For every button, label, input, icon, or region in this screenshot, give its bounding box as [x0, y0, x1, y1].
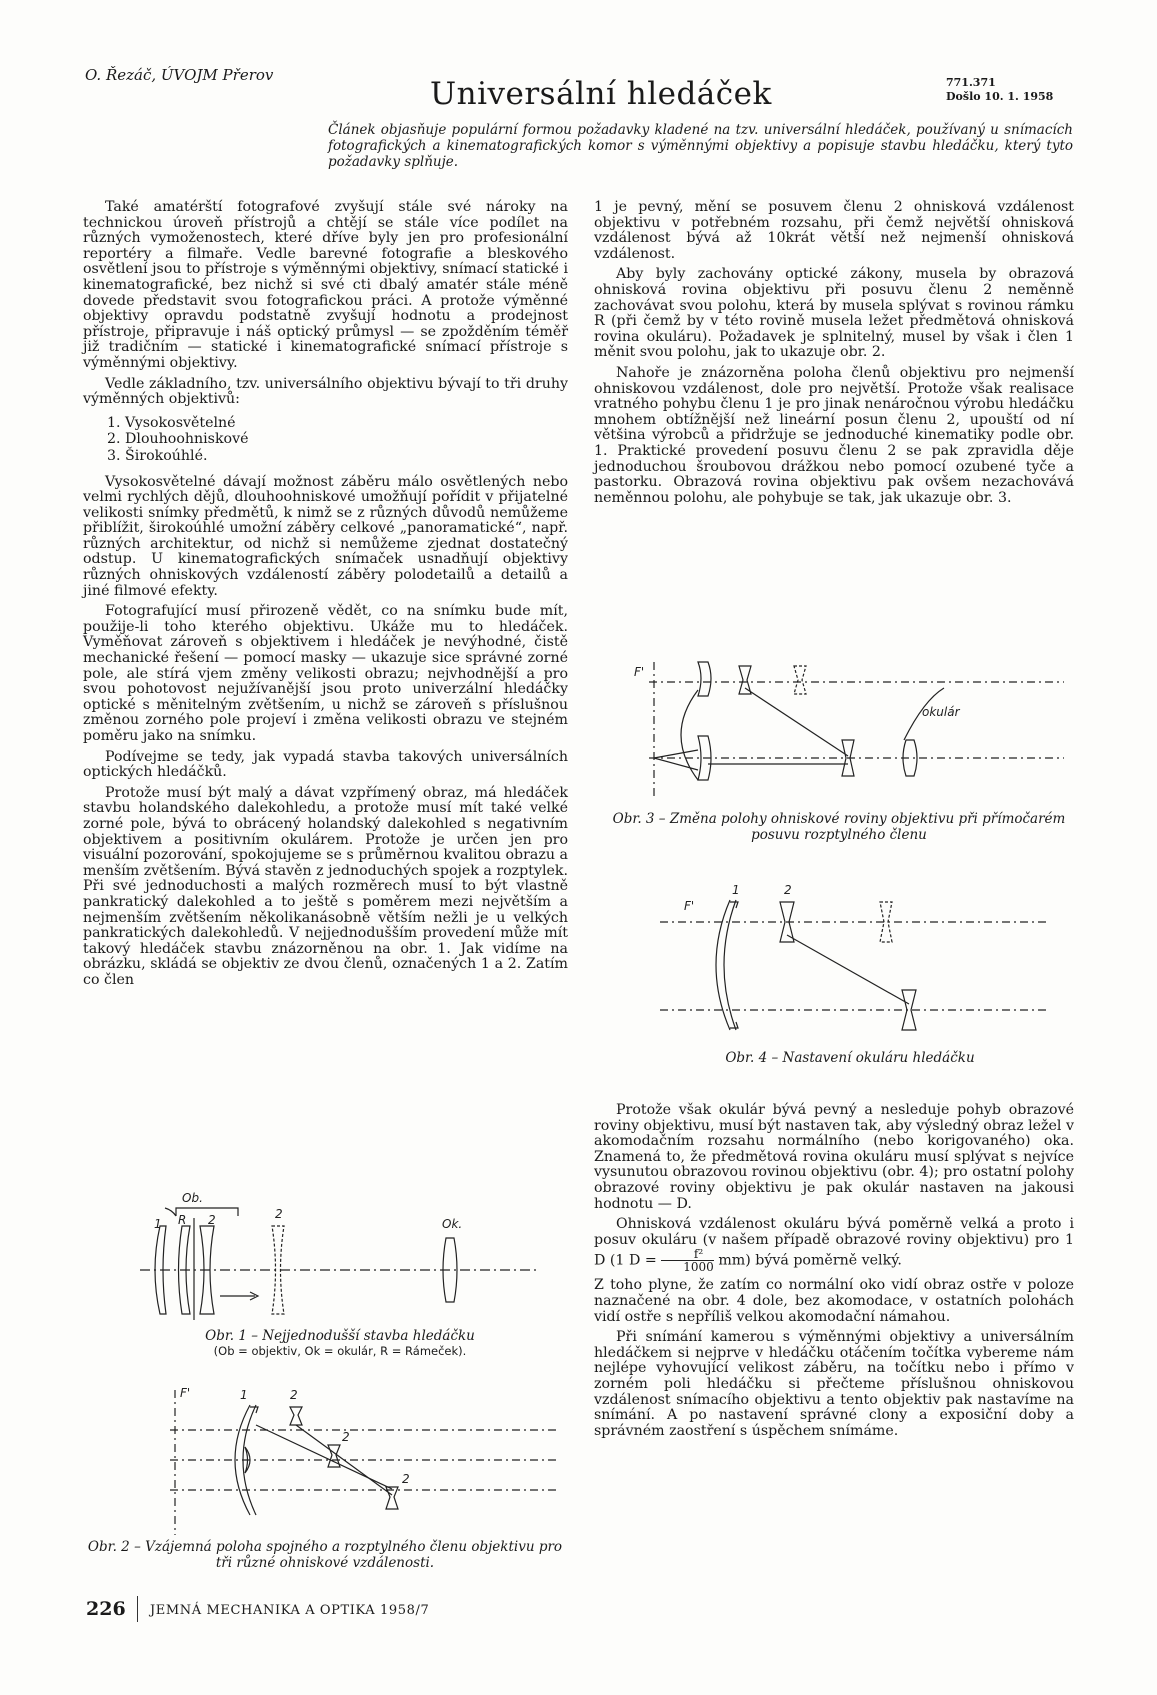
footer-divider [137, 1596, 138, 1622]
label-focal-plane: F' [634, 665, 645, 679]
paragraph-formula [594, 1217, 1074, 1273]
label-member-2-top: 2 [290, 1388, 298, 1402]
paragraph: Také amatérští fotografové zvyšují stále své nároky na technickou úroveň přístrojů a chtějí se stále více podílet na různých vymoženostech, které dříve byly jen pro profesionální reportéry a filmaře. Vedle barevné fotografie a bleskového osvětlení jsou to přístroje s výměnnými objektivy, snímací statické i kinematografické, bez nichž si své cti dbalý amatér stále méně dovede představit svou fotografickou práci. A protože výměnné objektivy opravdu podstatně zvyšují hodnotu a prodejnost přístroje, připravuje i náš optický průmysl — se zpožděním téměř již tradičním — statické i kinematografické snímací přístroje s výměnnými objektivy. [83, 199, 568, 371]
figure-3-caption: Obr. 3 – Změna polohy ohniskové roviny objektivu při přímočarém posuvu rozptylného členu [612, 811, 1066, 843]
list-item: 3. Širokoúhlé. [107, 447, 208, 464]
figure-2-caption: Obr. 2 – Vzájemná poloha spojného a rozptylného členu objektivu pro tři různé ohniskové vzdálenosti. [87, 1539, 563, 1571]
article-title: Universální hledáček [430, 76, 772, 112]
paragraph: Aby byly zachovány optické zákony, musela by obrazová ohnisková rovina objektivu při posuvu členu 2 neměnně zachovávat svou polohu, která by musela splývat s rovinou rámku R (při čemž by v této rovině musela ležet předmětová ohnisková rovina okuláru). Požadavek je splnitelný, musel by však i člen 1 měnit svou polohu, jak to ukazuje obr. 2. [594, 266, 1074, 361]
paragraph: Vedle základního, tzv. universálního objektivu bývají to tři druhy výměnných objektivů: [83, 375, 568, 408]
formula-text-before: Ohnisková vzdálenost okuláru bývá poměrně velká a proto i posuv okuláru (v našem případě obrazové roviny objektivu) pro 1 D (1 D = [594, 1216, 1074, 1269]
right-column-top [594, 200, 1074, 511]
label-member-1: 1 [732, 883, 740, 897]
figure-4-diagram [640, 880, 1060, 1050]
figure-3-diagram [594, 660, 1074, 805]
right-column-bottom [594, 1103, 1074, 1444]
paragraph: Z toho plyne, že zatím co normální oko vidí obraz ostře v poloze naznačené na obr. 4 dole, bez akomodace, v ostatních polohách vidí ostře s nepříliš velkou akomodační námahou. [594, 1277, 1074, 1325]
figure-1 [120, 1188, 560, 1358]
objective-types-list [83, 416, 568, 465]
received-date: Došlo 10. 1. 1958 [946, 90, 1054, 103]
article-meta [946, 76, 1053, 104]
figure-3 [594, 660, 1084, 843]
label-member-2: 2 [208, 1213, 216, 1227]
formula-fraction [661, 1248, 714, 1273]
label-ok: Ok. [442, 1217, 463, 1231]
label-member-2: 2 [784, 883, 792, 897]
udc-code: 771.371 [946, 76, 996, 89]
label-member-2-bottom: 2 [402, 1472, 410, 1486]
paragraph: Vysokosvětelné dávají možnost záběru málo osvětlených nebo velmi rychlých dějů, dlouhoohniskové umožňují pořídit v přijatelné velikosti snímky předmětů, k nimž se z různých důvodů nemůžeme přiblížit, širokoúhlé umožní záběry celkové „panoramatické“, např. různých architektur, od nichž si nemůžeme zjednat dostatečný odstup. U kinematografických snímaček usnadňují objektivy různých ohniskových vzdáleností záběry polodetailů a detailů a jiné filmové efekty. [83, 473, 568, 599]
label-member-1: 1 [240, 1388, 248, 1402]
paragraph: 1 je pevný, mění se posuvem členu 2 ohnisková vzdálenost objektivu v potřebném rozsahu, při čemž největší ohnisková vzdálenost bývá až 10krát větší než nejmenší ohnisková vzdálenost. [594, 199, 1074, 262]
fraction-denominator: 1000 [683, 1260, 714, 1275]
label-member-2-middle: 2 [342, 1430, 350, 1444]
label-focal-plane: F' [684, 899, 695, 913]
page-number: 226 [86, 1598, 126, 1620]
figure-2-diagram [80, 1385, 570, 1535]
paragraph: Protože musí být malý a dávat vzpřímený obraz, má hledáček stavbu holandského dalekohledu, a protože musí mít také velké zorné pole, bývá to obrácený holandský dalekohled s negativním objektivem a positivním okulárem. Protože je určen jen pro visuální pozorování, spokojujeme se s průměrnou kvalitou obrazu a menším zvětšením. Bývá stavěn z jednoduchých spojek a rozptylek. Při své jednoduchosti a malých rozměrech musí to být vlastně pankratický dalekohled a to ještě s poměrem mezi největším a nejmenším zvětšením několikanásobně větším nežli je u velkých pankratických dalekohledů. V nejjednodušším provedení může mít takový hledáček stavbu znázorněnou na obr. 1. Jak vidíme na obrázku, skládá se objektiv ze dvou členů, označených 1 a 2. Zatím co člen [83, 784, 568, 988]
paragraph: Při snímání kamerou s výměnnými objektivy a universálním hledáčkem si nejprve v hledáčku otáčením točítka vybereme nám nejlépe vyhovující velikost záběru, na točítku nebo i přímo v zorném poli hledáčku si přečteme příslušnou ohniskovou vzdálenost snímacího objektivu a tento objektiv pak nastavíme na snímání. A po nastavení správné clony a exposiční doby a správném zaostření s úspěchem snímáme. [594, 1329, 1074, 1439]
fraction-numerator: f² [661, 1248, 714, 1261]
label-member-2-shifted: 2 [275, 1207, 283, 1221]
paragraph: Podívejme se tedy, jak vypadá stavba takových universálních optických hledáčků. [83, 748, 568, 781]
formula-text-after: mm) bývá poměrně velký. [718, 1252, 902, 1269]
list-item: 2. Dlouhoohniskové [107, 431, 249, 448]
left-column [83, 200, 568, 994]
paragraph: Nahoře je znázorněna poloha členů objektivu pro nejmenší ohniskovou vzdálenost, dole pro největší. Protože však realisace vratného pohybu členu 1 je pro jinak nenáročnou výrobu hledáčku mnohem obtížnější než lineární posun členu 2, upouští od ní většina výrobců a přidržuje se jednoduché kinematiky podle obr. 1. Praktické provedení posuvu členu 2 se pak zpravidla děje jednoduchou šroubovou drážkou nebo pomocí ozubené tyče a pastorku. Obrazová rovina objektivu pak ovšem nezachovává neměnnou polohu, ale pohybuje se tak, jak ukazuje obr. 3. [594, 364, 1074, 506]
figure-1-caption: Obr. 1 – Nejjednodušší stavba hledáčku [205, 1328, 475, 1344]
figure-4 [640, 880, 1060, 1066]
author-line: O. Řezáč, ÚVOJM Přerov [85, 66, 274, 84]
abstract: Článek objasňuje populární formou požadavky kladené na tzv. universální hledáček, používaný u snímacích fotografických a kinematografických komor s výměnnými objektivy a popisuje stavbu hledáčku, který tyto požadavky splňuje. [328, 122, 1073, 170]
figure-1-subcaption: (Ob = objektiv, Ok = okulár, R = Rámeček). [213, 1344, 467, 1358]
figure-4-caption: Obr. 4 – Nastavení okuláru hledáčku [725, 1050, 975, 1066]
journal-name: JEMNÁ MECHANIKA A OPTIKA 1958/7 [150, 1603, 430, 1618]
figure-2 [80, 1385, 570, 1571]
label-ob: Ob. [182, 1191, 203, 1205]
label-frame-r: R [178, 1213, 187, 1227]
list-item: 1. Vysokosvětelné [107, 414, 236, 431]
label-member-1: 1 [154, 1217, 162, 1231]
paragraph: Fotografující musí přirozeně vědět, co na snímku bude mít, použije-li toho kterého objektivu. Ukáže mu to hledáček. Vyměňovat zároveň s objektivem i hledáček je nevýhodné, čistě mechanické řešení — pomocí masky — ukazuje sice správné zorné pole, ale stírá vjem změny velikosti obrazu; nejvhodnější a pro svou pohotovost nejužívanější jsou proto univerzální hledáčky optické s měnitelným zvětšením, u nichž se zároveň s příslušnou změnou zorného pole projeví i změna velikosti obrazu ve stejném poměru jako na snímku. [83, 603, 568, 744]
label-okular: okulár [922, 705, 960, 719]
paragraph: Protože však okulár bývá pevný a nesleduje pohyb obrazové roviny objektivu, musí být nastaven tak, aby výsledný obraz ležel v akomodačním rozsahu normálního (nebo korigovaného) oka. Znamená to, že předmětová rovina okuláru musí splývat s nejvíce vysunutou obrazovou rovinou objektivu (obr. 4); pro ostatní polohy obrazové roviny objektivu je pak okulár nastaven na jakousi hodnotu — D. [594, 1102, 1074, 1212]
figure-1-diagram [120, 1188, 560, 1328]
label-focal-plane: F' [180, 1386, 191, 1400]
